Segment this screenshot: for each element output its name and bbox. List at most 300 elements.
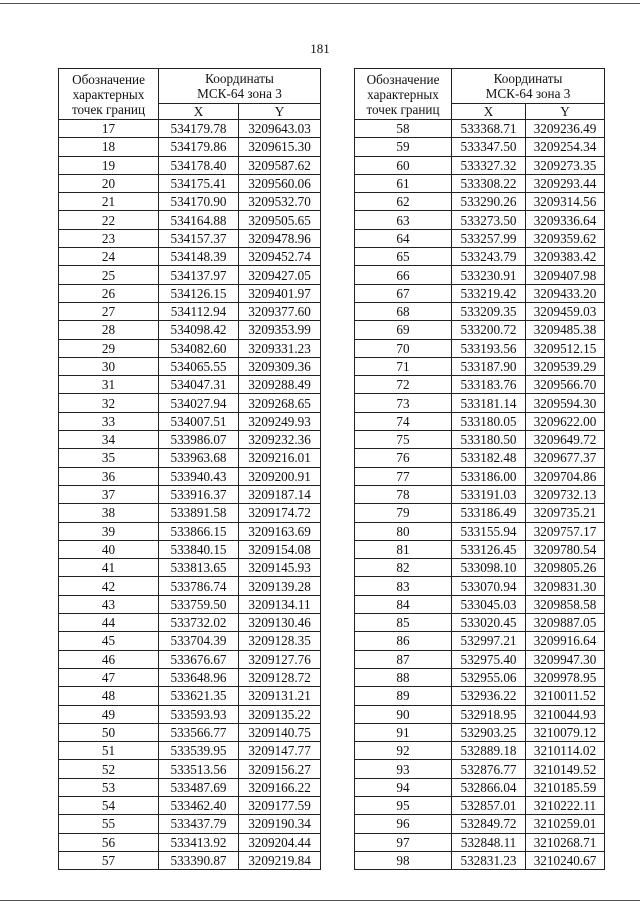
x-coordinate-cell: 533413.92 [159, 833, 239, 851]
table-row [355, 796, 605, 814]
point-number-cell: 77 [355, 467, 452, 485]
table-row [59, 833, 321, 851]
x-coordinate-cell: 532876.77 [452, 760, 526, 778]
table-row [59, 559, 321, 577]
y-coordinate-cell: 3209831.30 [526, 577, 605, 595]
y-coordinate-cell: 3209331.23 [239, 339, 321, 357]
table-row [59, 211, 321, 229]
coordinates-header: Координаты МСК-64 зона 3 [159, 69, 321, 104]
point-number-cell: 29 [59, 339, 159, 357]
table-row [59, 540, 321, 558]
table-row [59, 522, 321, 540]
point-number-cell: 33 [59, 412, 159, 430]
y-coordinate-cell: 3209140.75 [239, 723, 321, 741]
table-body-right [355, 120, 605, 870]
x-coordinate-cell: 533759.50 [159, 595, 239, 613]
table-row [355, 687, 605, 705]
x-coordinate-cell: 534065.55 [159, 357, 239, 375]
x-column-header: X [159, 104, 239, 120]
x-coordinate-cell: 533786.74 [159, 577, 239, 595]
table-row [355, 193, 605, 211]
y-coordinate-cell: 3209288.49 [239, 376, 321, 394]
y-coordinate-cell: 3209916.64 [526, 632, 605, 650]
x-column-header: X [452, 104, 526, 120]
table-row [355, 394, 605, 412]
point-number-cell: 20 [59, 174, 159, 192]
table-row [355, 449, 605, 467]
point-number-cell: 61 [355, 174, 452, 192]
table-row [59, 742, 321, 760]
x-coordinate-cell: 533045.03 [452, 595, 526, 613]
y-coordinate-cell: 3209452.74 [239, 248, 321, 266]
x-coordinate-cell: 533180.50 [452, 431, 526, 449]
y-coordinate-cell: 3209427.05 [239, 266, 321, 284]
x-coordinate-cell: 533368.71 [452, 120, 526, 138]
table-row [355, 559, 605, 577]
x-coordinate-cell: 533840.15 [159, 540, 239, 558]
table-row [355, 431, 605, 449]
y-coordinate-cell: 3209204.44 [239, 833, 321, 851]
x-coordinate-cell: 533986.07 [159, 431, 239, 449]
y-coordinate-cell: 3209780.54 [526, 540, 605, 558]
y-coordinate-cell: 3209134.11 [239, 595, 321, 613]
table-row [355, 668, 605, 686]
point-number-cell: 26 [59, 284, 159, 302]
point-number-cell: 45 [59, 632, 159, 650]
coordinates-table-left [58, 68, 321, 870]
y-coordinate-cell: 3209177.59 [239, 796, 321, 814]
x-coordinate-cell: 533513.56 [159, 760, 239, 778]
table-row [59, 687, 321, 705]
x-coordinate-cell: 534170.90 [159, 193, 239, 211]
point-number-cell: 88 [355, 668, 452, 686]
x-coordinate-cell: 533487.69 [159, 778, 239, 796]
table-row [59, 760, 321, 778]
y-coordinate-cell: 3209858.58 [526, 595, 605, 613]
y-coordinate-cell: 3209649.72 [526, 431, 605, 449]
point-number-cell: 84 [355, 595, 452, 613]
y-coordinate-cell: 3209732.13 [526, 485, 605, 503]
x-coordinate-cell: 533209.35 [452, 302, 526, 320]
y-coordinate-cell: 3210185.59 [526, 778, 605, 796]
point-number-cell: 68 [355, 302, 452, 320]
y-coordinate-cell: 3209594.30 [526, 394, 605, 412]
scan-edge-line [0, 900, 640, 901]
coordinates-table-right [354, 68, 605, 870]
point-number-cell: 90 [355, 705, 452, 723]
table-row [59, 193, 321, 211]
y-coordinate-cell: 3209219.84 [239, 851, 321, 869]
y-coordinate-cell: 3209433.20 [526, 284, 605, 302]
y-coordinate-cell: 3209677.37 [526, 449, 605, 467]
y-coordinate-cell: 3209560.06 [239, 174, 321, 192]
y-coordinate-cell: 3209130.46 [239, 614, 321, 632]
y-coordinate-cell: 3209174.72 [239, 504, 321, 522]
table-row [355, 522, 605, 540]
x-coordinate-cell: 534148.39 [159, 248, 239, 266]
point-number-cell: 72 [355, 376, 452, 394]
point-number-cell: 67 [355, 284, 452, 302]
point-number-cell: 62 [355, 193, 452, 211]
point-number-cell: 22 [59, 211, 159, 229]
point-number-cell: 60 [355, 156, 452, 174]
point-number-cell: 50 [59, 723, 159, 741]
point-number-cell: 39 [59, 522, 159, 540]
x-coordinate-cell: 534157.37 [159, 229, 239, 247]
point-number-cell: 46 [59, 650, 159, 668]
y-coordinate-cell: 3209757.17 [526, 522, 605, 540]
y-coordinate-cell: 3209359.62 [526, 229, 605, 247]
x-coordinate-cell: 534179.78 [159, 120, 239, 138]
table-row [355, 321, 605, 339]
x-coordinate-cell: 533219.42 [452, 284, 526, 302]
point-number-cell: 19 [59, 156, 159, 174]
point-number-cell: 54 [59, 796, 159, 814]
table-row [59, 412, 321, 430]
x-coordinate-cell: 533347.50 [452, 138, 526, 156]
table-row [355, 339, 605, 357]
y-coordinate-cell: 3209459.03 [526, 302, 605, 320]
x-coordinate-cell: 533732.02 [159, 614, 239, 632]
point-number-cell: 24 [59, 248, 159, 266]
table-row [59, 668, 321, 686]
x-coordinate-cell: 533273.50 [452, 211, 526, 229]
point-number-cell: 65 [355, 248, 452, 266]
point-number-cell: 40 [59, 540, 159, 558]
y-coordinate-cell: 3209539.29 [526, 357, 605, 375]
point-number-cell: 31 [59, 376, 159, 394]
table-row [355, 632, 605, 650]
point-number-cell: 73 [355, 394, 452, 412]
point-number-cell: 69 [355, 321, 452, 339]
x-coordinate-cell: 532848.11 [452, 833, 526, 851]
point-number-cell: 43 [59, 595, 159, 613]
x-coordinate-cell: 534126.15 [159, 284, 239, 302]
table-row [59, 614, 321, 632]
point-number-cell: 70 [355, 339, 452, 357]
point-number-cell: 28 [59, 321, 159, 339]
point-number-cell: 85 [355, 614, 452, 632]
x-coordinate-cell: 532975.40 [452, 650, 526, 668]
y-coordinate-cell: 3209353.99 [239, 321, 321, 339]
point-number-cell: 34 [59, 431, 159, 449]
point-number-cell: 57 [59, 851, 159, 869]
y-coordinate-cell: 3209566.70 [526, 376, 605, 394]
y-coordinate-cell: 3209336.64 [526, 211, 605, 229]
x-coordinate-cell: 533186.00 [452, 467, 526, 485]
x-coordinate-cell: 534098.42 [159, 321, 239, 339]
point-number-cell: 36 [59, 467, 159, 485]
x-coordinate-cell: 533070.94 [452, 577, 526, 595]
x-coordinate-cell: 534179.86 [159, 138, 239, 156]
table-row [355, 504, 605, 522]
y-coordinate-cell: 3209704.86 [526, 467, 605, 485]
y-coordinate-cell: 3209154.08 [239, 540, 321, 558]
x-coordinate-cell: 533183.76 [452, 376, 526, 394]
table-row [355, 723, 605, 741]
point-number-cell: 30 [59, 357, 159, 375]
point-number-cell: 48 [59, 687, 159, 705]
point-number-cell: 49 [59, 705, 159, 723]
point-number-cell: 27 [59, 302, 159, 320]
table-row [355, 851, 605, 869]
y-coordinate-cell: 3209587.62 [239, 156, 321, 174]
y-coordinate-cell: 3209314.56 [526, 193, 605, 211]
point-number-cell: 17 [59, 120, 159, 138]
table-row [355, 614, 605, 632]
table-row [355, 540, 605, 558]
table-row [355, 485, 605, 503]
point-number-cell: 58 [355, 120, 452, 138]
table-row [59, 321, 321, 339]
table-row [59, 467, 321, 485]
table-body-left [59, 120, 321, 870]
y-coordinate-cell: 3209249.93 [239, 412, 321, 430]
y-coordinate-cell: 3209735.21 [526, 504, 605, 522]
point-designation-header: Обозначение характерных точек границ [355, 69, 452, 120]
point-number-cell: 47 [59, 668, 159, 686]
x-coordinate-cell: 533566.77 [159, 723, 239, 741]
table-row [59, 357, 321, 375]
table-row [59, 120, 321, 138]
x-coordinate-cell: 533813.65 [159, 559, 239, 577]
y-coordinate-cell: 3209147.77 [239, 742, 321, 760]
y-coordinate-cell: 3209128.72 [239, 668, 321, 686]
x-coordinate-cell: 533539.95 [159, 742, 239, 760]
page-number: 181 [310, 41, 330, 56]
x-coordinate-cell: 533593.93 [159, 705, 239, 723]
point-number-cell: 44 [59, 614, 159, 632]
y-coordinate-cell: 3210240.67 [526, 851, 605, 869]
y-coordinate-cell: 3209128.35 [239, 632, 321, 650]
table-row [59, 632, 321, 650]
point-number-cell: 86 [355, 632, 452, 650]
x-coordinate-cell: 533193.56 [452, 339, 526, 357]
table-row [355, 595, 605, 613]
x-coordinate-cell: 533704.39 [159, 632, 239, 650]
x-coordinate-cell: 533940.43 [159, 467, 239, 485]
table-row [59, 394, 321, 412]
x-coordinate-cell: 533230.91 [452, 266, 526, 284]
y-coordinate-cell: 3210149.52 [526, 760, 605, 778]
x-coordinate-cell: 532889.18 [452, 742, 526, 760]
y-coordinate-cell: 3209887.05 [526, 614, 605, 632]
table-row [355, 412, 605, 430]
y-coordinate-cell: 3210114.02 [526, 742, 605, 760]
x-coordinate-cell: 533186.49 [452, 504, 526, 522]
point-number-cell: 23 [59, 229, 159, 247]
point-number-cell: 25 [59, 266, 159, 284]
x-coordinate-cell: 532997.21 [452, 632, 526, 650]
y-coordinate-cell: 3209273.35 [526, 156, 605, 174]
table-row [355, 705, 605, 723]
coordinates-header: Координаты МСК-64 зона 3 [452, 69, 605, 104]
x-coordinate-cell: 534112.94 [159, 302, 239, 320]
x-coordinate-cell: 533200.72 [452, 321, 526, 339]
point-number-cell: 35 [59, 449, 159, 467]
table-row [59, 595, 321, 613]
y-coordinate-cell: 3209166.22 [239, 778, 321, 796]
table-row [59, 376, 321, 394]
y-coordinate-cell: 3209532.70 [239, 193, 321, 211]
y-coordinate-cell: 3209200.91 [239, 467, 321, 485]
point-number-cell: 55 [59, 815, 159, 833]
x-coordinate-cell: 533648.96 [159, 668, 239, 686]
table-row [59, 339, 321, 357]
x-coordinate-cell: 533187.90 [452, 357, 526, 375]
point-number-cell: 97 [355, 833, 452, 851]
y-coordinate-cell: 3210011.52 [526, 687, 605, 705]
point-number-cell: 92 [355, 742, 452, 760]
point-number-cell: 37 [59, 485, 159, 503]
table-row [355, 174, 605, 192]
point-number-cell: 96 [355, 815, 452, 833]
scan-edge-line [0, 3, 640, 4]
x-coordinate-cell: 533866.15 [159, 522, 239, 540]
point-number-cell: 64 [355, 229, 452, 247]
table-row [59, 504, 321, 522]
table-row [355, 742, 605, 760]
point-number-cell: 42 [59, 577, 159, 595]
table-row [59, 705, 321, 723]
x-coordinate-cell: 533891.58 [159, 504, 239, 522]
point-number-cell: 38 [59, 504, 159, 522]
y-coordinate-cell: 3209309.36 [239, 357, 321, 375]
y-coordinate-cell: 3209254.34 [526, 138, 605, 156]
point-number-cell: 95 [355, 796, 452, 814]
y-coordinate-cell: 3209135.22 [239, 705, 321, 723]
table-row [59, 485, 321, 503]
x-coordinate-cell: 533621.35 [159, 687, 239, 705]
y-coordinate-cell: 3210044.93 [526, 705, 605, 723]
table-row [59, 723, 321, 741]
y-coordinate-cell: 3209512.15 [526, 339, 605, 357]
y-coordinate-cell: 3210268.71 [526, 833, 605, 851]
x-coordinate-cell: 533180.05 [452, 412, 526, 430]
table-row [355, 229, 605, 247]
x-coordinate-cell: 533327.32 [452, 156, 526, 174]
x-coordinate-cell: 533243.79 [452, 248, 526, 266]
y-coordinate-cell: 3209232.36 [239, 431, 321, 449]
y-coordinate-cell: 3210259.01 [526, 815, 605, 833]
x-coordinate-cell: 534164.88 [159, 211, 239, 229]
table-row [59, 449, 321, 467]
x-coordinate-cell: 533308.22 [452, 174, 526, 192]
x-coordinate-cell: 533181.14 [452, 394, 526, 412]
x-coordinate-cell: 533290.26 [452, 193, 526, 211]
y-coordinate-cell: 3209805.26 [526, 559, 605, 577]
table-row [59, 577, 321, 595]
y-coordinate-cell: 3209268.65 [239, 394, 321, 412]
table-row [355, 156, 605, 174]
x-coordinate-cell: 533390.87 [159, 851, 239, 869]
x-coordinate-cell: 532955.06 [452, 668, 526, 686]
table-row [59, 815, 321, 833]
point-number-cell: 98 [355, 851, 452, 869]
y-coordinate-cell: 3209383.42 [526, 248, 605, 266]
point-designation-header: Обозначение характерных точек границ [59, 69, 159, 120]
x-coordinate-cell: 533098.10 [452, 559, 526, 577]
point-number-cell: 51 [59, 742, 159, 760]
y-coordinate-cell: 3210222.11 [526, 796, 605, 814]
x-coordinate-cell: 532849.72 [452, 815, 526, 833]
table-row [355, 778, 605, 796]
y-coordinate-cell: 3209622.00 [526, 412, 605, 430]
y-coordinate-cell: 3209156.27 [239, 760, 321, 778]
table-row [59, 138, 321, 156]
x-coordinate-cell: 533155.94 [452, 522, 526, 540]
table-row [355, 650, 605, 668]
table-row [355, 357, 605, 375]
x-coordinate-cell: 533437.79 [159, 815, 239, 833]
x-coordinate-cell: 533020.45 [452, 614, 526, 632]
y-coordinate-cell: 3209643.03 [239, 120, 321, 138]
x-coordinate-cell: 533182.48 [452, 449, 526, 467]
y-coordinate-cell: 3209505.65 [239, 211, 321, 229]
x-coordinate-cell: 532936.22 [452, 687, 526, 705]
point-number-cell: 74 [355, 412, 452, 430]
x-coordinate-cell: 534027.94 [159, 394, 239, 412]
table-row [59, 778, 321, 796]
point-number-cell: 94 [355, 778, 452, 796]
x-coordinate-cell: 534178.40 [159, 156, 239, 174]
point-number-cell: 41 [59, 559, 159, 577]
table-row [59, 266, 321, 284]
point-number-cell: 81 [355, 540, 452, 558]
point-number-cell: 66 [355, 266, 452, 284]
point-number-cell: 76 [355, 449, 452, 467]
point-number-cell: 89 [355, 687, 452, 705]
table-row [355, 266, 605, 284]
x-coordinate-cell: 532857.01 [452, 796, 526, 814]
x-coordinate-cell: 534007.51 [159, 412, 239, 430]
y-coordinate-cell: 3209401.97 [239, 284, 321, 302]
table-row [355, 376, 605, 394]
point-number-cell: 18 [59, 138, 159, 156]
y-column-header: Y [526, 104, 605, 120]
point-number-cell: 71 [355, 357, 452, 375]
point-number-cell: 79 [355, 504, 452, 522]
table-row [355, 120, 605, 138]
point-number-cell: 56 [59, 833, 159, 851]
x-coordinate-cell: 534047.31 [159, 376, 239, 394]
x-coordinate-cell: 532918.95 [452, 705, 526, 723]
x-coordinate-cell: 534137.97 [159, 266, 239, 284]
table-row [355, 760, 605, 778]
table-row [59, 248, 321, 266]
point-number-cell: 78 [355, 485, 452, 503]
point-number-cell: 82 [355, 559, 452, 577]
point-number-cell: 32 [59, 394, 159, 412]
table-row [59, 302, 321, 320]
y-coordinate-cell: 3209145.93 [239, 559, 321, 577]
x-coordinate-cell: 533257.99 [452, 229, 526, 247]
y-coordinate-cell: 3209139.28 [239, 577, 321, 595]
y-coordinate-cell: 3209978.95 [526, 668, 605, 686]
point-number-cell: 52 [59, 760, 159, 778]
point-number-cell: 75 [355, 431, 452, 449]
x-coordinate-cell: 532831.23 [452, 851, 526, 869]
table-row [59, 650, 321, 668]
table-row [59, 174, 321, 192]
x-coordinate-cell: 533916.37 [159, 485, 239, 503]
point-number-cell: 63 [355, 211, 452, 229]
x-coordinate-cell: 533676.67 [159, 650, 239, 668]
x-coordinate-cell: 534175.41 [159, 174, 239, 192]
table-row [59, 431, 321, 449]
y-coordinate-cell: 3209190.34 [239, 815, 321, 833]
y-coordinate-cell: 3209947.30 [526, 650, 605, 668]
